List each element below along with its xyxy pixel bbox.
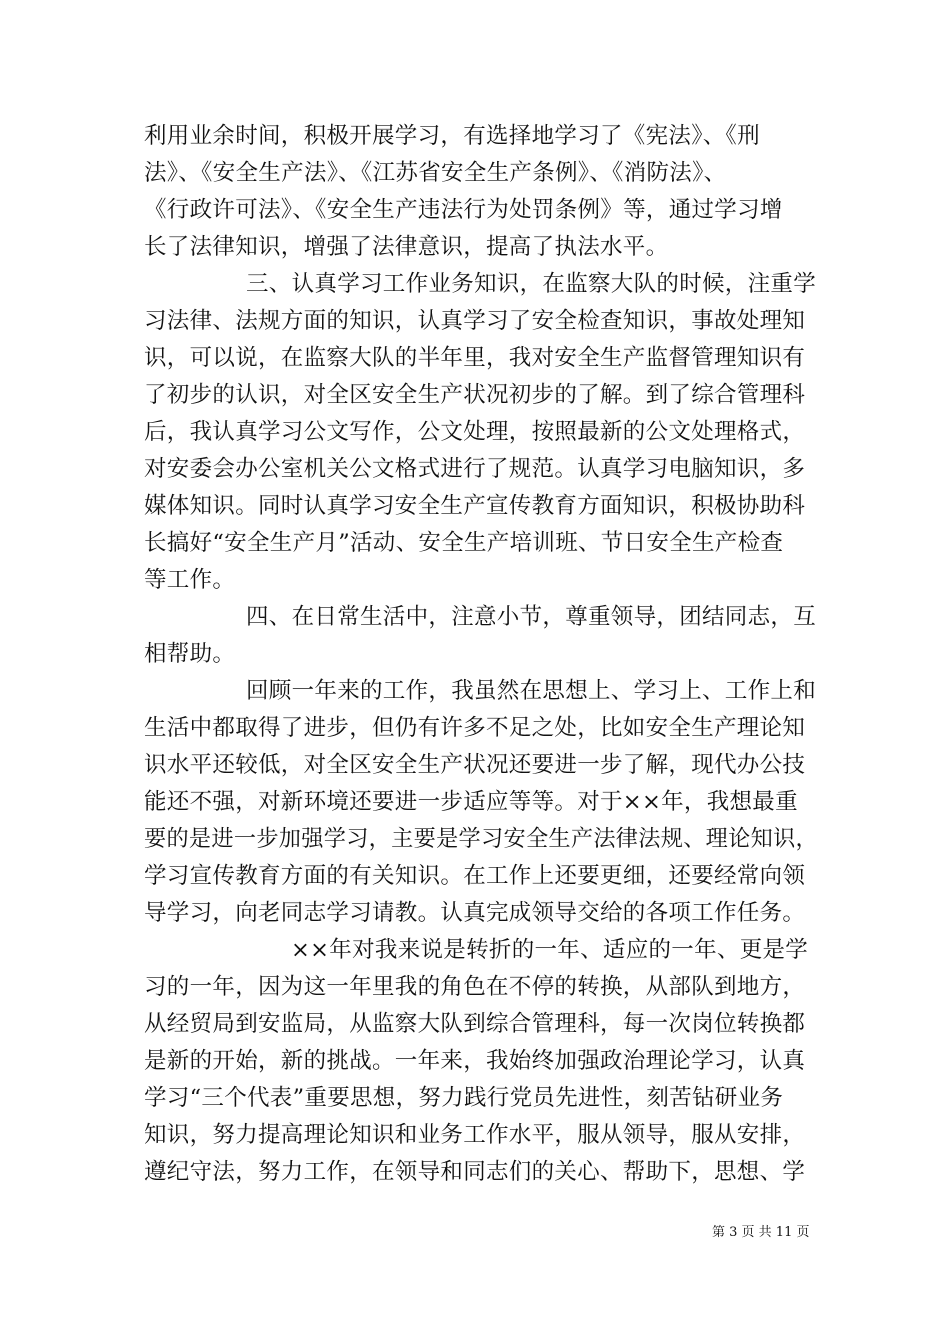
text-line: 从经贸局到安监局，从监察大队到综合管理科，每一次岗位转换都 [144, 1011, 806, 1037]
text-line: 生活中都取得了进步，但仍有许多不足之处，比如安全生产理论知 [144, 715, 806, 741]
text-line: 习的一年，因为这一年里我的角色在不停的转换，从部队到地方， [144, 974, 806, 1000]
text-line: 学习宣传教育方面的有关知识。在工作上还要更细，还要经常向领 [144, 863, 806, 889]
paragraph-start-line: ××年对我来说是转折的一年、适应的一年、更是学 [291, 937, 809, 963]
text-line: 学习“三个代表”重要思想，努力践行党员先进性，刻苦钻研业务 [144, 1085, 784, 1111]
text-line: 相帮助。 [144, 641, 236, 667]
page-number-footer: 第 3 页 共 11 页 [712, 1225, 810, 1240]
text-line: 媒体知识。同时认真学习安全生产宣传教育方面知识，积极协助科 [144, 493, 806, 519]
text-line: 长了法律知识，增强了法律意识，提高了执法水平。 [144, 234, 669, 260]
paragraph-start-line: 回顾一年来的工作，我虽然在思想上、学习上、工作上和 [246, 678, 817, 704]
text-line: 识，可以说，在监察大队的半年里，我对安全生产监督管理知识有 [144, 345, 806, 371]
paragraph-start-line: 四、在日常生活中，注意小节，尊重领导，团结同志，互 [246, 604, 817, 630]
text-line: 《行政许可法》、《安全生产违法行为处罚条例》等，通过学习增 [144, 197, 783, 223]
text-line: 对安委会办公室机关公文格式进行了规范。认真学习电脑知识，多 [144, 456, 806, 482]
paragraph-start-line: 三、认真学习工作业务知识，在监察大队的时候，注重学 [246, 271, 817, 297]
text-line: 要的是进一步加强学习，主要是学习安全生产法律法规、理论知识， [144, 826, 819, 852]
text-line: 等工作。 [144, 567, 236, 593]
text-line: 了初步的认识，对全区安全生产状况初步的了解。到了综合管理科 [144, 382, 806, 408]
text-line: 遵纪守法，努力工作，在领导和同志们的关心、帮助下，思想、学 [144, 1159, 806, 1185]
text-line: 长搞好“安全生产月”活动、安全生产培训班、节日安全生产检查 [144, 530, 784, 556]
text-line: 知识，努力提高理论知识和业务工作水平，服从领导，服从安排， [144, 1122, 806, 1148]
text-line: 利用业余时间，积极开展学习，有选择地学习了《宪法》、《刑 [144, 123, 760, 149]
text-line: 导学习，向老同志学习请教。认真完成领导交给的各项工作任务。 [144, 900, 806, 926]
text-line: 能还不强，对新环境还要进一步适应等等。对于××年，我想最重 [144, 789, 798, 815]
text-line: 后，我认真学习公文写作，公文处理，按照最新的公文处理格式， [144, 419, 806, 445]
text-line: 习法律、法规方面的知识，认真学习了安全检查知识，事故处理知 [144, 308, 806, 334]
text-line: 法》、《安全生产法》、《江苏省安全生产条例》、《消防法》、 [144, 160, 727, 186]
text-line: 是新的开始，新的挑战。一年来，我始终加强政治理论学习，认真 [144, 1048, 806, 1074]
text-line: 识水平还较低，对全区安全生产状况还要进一步了解，现代办公技 [144, 752, 806, 778]
